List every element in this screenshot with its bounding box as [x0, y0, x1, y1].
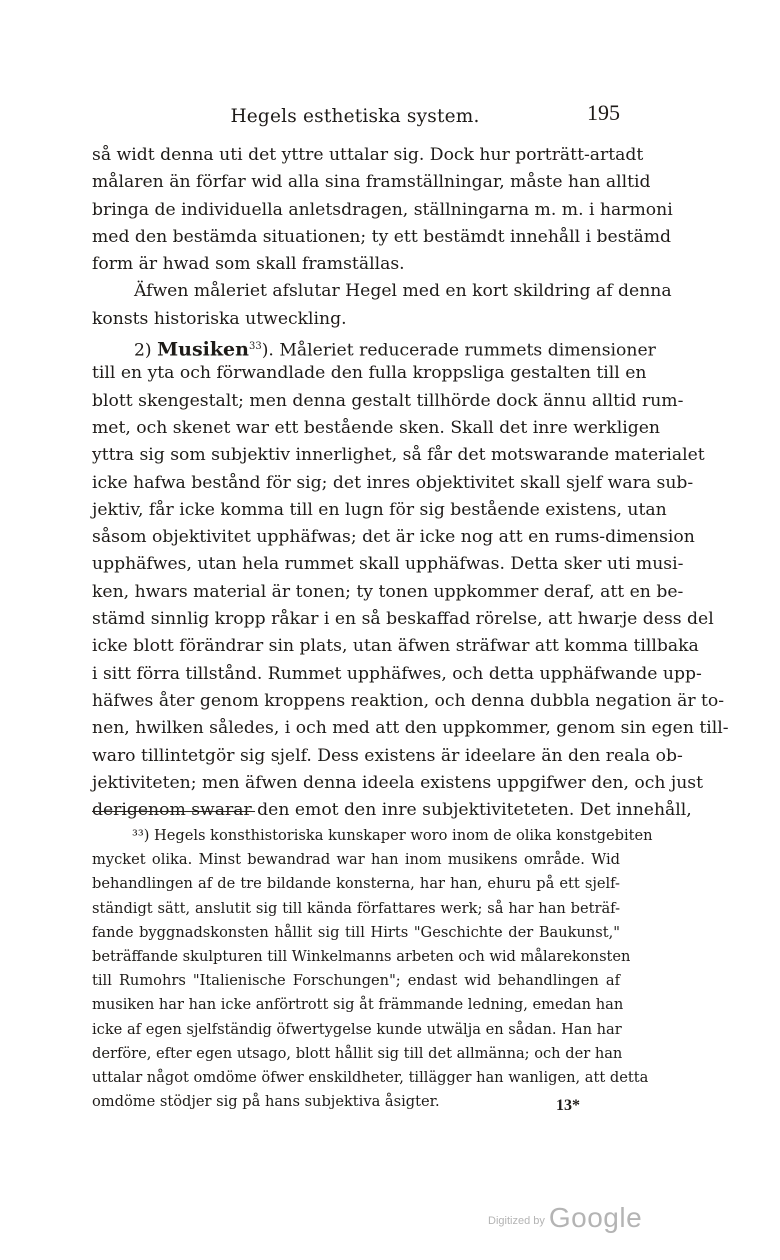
section-heading-line	[92, 333, 656, 361]
footnote-line: omdöme stödjer sig på hans subjektiva åsigter.	[92, 1093, 440, 1111]
text-line: bringa de individuella anletsdragen, ställningarna m. m. i harmoni	[92, 199, 673, 220]
text-line: jektiv, får icke komma till en lugn för sig bestående existens, utan	[92, 499, 667, 520]
footnote-line: musiken har han icke anförtrott sig åt främmande ledning, emedan han	[92, 996, 624, 1014]
footnote-line	[92, 824, 653, 848]
text-line: icke blott förändrar sin plats, utan äfwen sträfwar att komma tillbaka	[92, 636, 699, 657]
signature-mark: 13*	[556, 1097, 580, 1114]
footnote-line: derföre, efter egen utsago, blott hållit sig till det allmänna; och der han	[92, 1044, 623, 1062]
digitized-watermark	[488, 1202, 658, 1242]
text-line: upphäfwes, utan hela rummet skall upphäfwas. Detta sker uti musi-	[92, 554, 684, 575]
text-line: konsts historiska utweckling.	[92, 308, 347, 329]
text-line: blott skengestalt; men denna gestalt tillhörde dock ännu alltid rum-	[92, 390, 684, 411]
footnotes	[92, 824, 653, 1114]
footnote-line: icke af egen sjelfständig öfwertygelse kunde utwälja en sådan. Han har	[92, 1020, 622, 1038]
text-line: form är hwad som skall framställas.	[92, 254, 405, 275]
text-line: häfwes åter genom kroppens reaktion, och denna dubbla negation är to-	[92, 690, 725, 711]
text-line: med den bestämda situationen; ty ett bestämdt innehåll i bestämd	[92, 226, 671, 247]
footnote-text: Hegels konsthistoriska kunskaper woro inom de olika konstgebiten	[154, 827, 653, 844]
footnote-line: behandlingen af de tre bildande konsterna, har han, ehuru på ett sjelf-	[92, 875, 620, 893]
text-line: ken, hwars material är tonen; ty tonen uppkommer deraf, att en be-	[92, 581, 684, 602]
text-line: waro tillintetgör sig sjelf. Dess existens är ideelare än den reala ob-	[92, 745, 683, 766]
text-line: derigenom swarar den emot den inre subjektiviteteten. Det innehåll,	[92, 800, 692, 821]
running-title: Hegels esthetiska system.	[230, 106, 480, 127]
section-heading: Musiken	[157, 338, 249, 361]
text-line: icke hafwa bestånd för sig; det inres objektivitet skall sjelf wara sub-	[92, 472, 694, 493]
footnote-line: till Rumohrs "Italienische Forschungen"; endast wid behandlingen af	[92, 972, 620, 990]
text-line: yttra sig som subjektiv innerlighet, så får det motswarande materialet	[92, 445, 705, 466]
footnote-line: beträffande skulpturen till Winkelmanns arbeten och wid målarekonsten	[92, 947, 631, 965]
google-logo: Google	[548, 1202, 643, 1233]
text-line: Äfwen måleriet afslutar Hegel med en kort skildring af denna	[134, 281, 672, 302]
watermark-prefix: Digitized by	[488, 1215, 545, 1227]
text-line: målaren än förfar wid alla sina framställningar, måste han alltid	[92, 172, 651, 193]
footnote-divider	[92, 811, 255, 812]
footnote-line: fande byggnadskonsten hållit sig till Hirts "Geschichte der Baukunst,"	[92, 923, 620, 941]
text-line: stämd sinnlig kropp råkar i en så beskaffad rörelse, att hwarje dess del	[92, 609, 714, 630]
footnote-line: uttalar något omdöme öfwer enskildheter, tillägger han wanligen, att detta	[92, 1068, 649, 1086]
text-line: så widt denna uti det yttre uttalar sig. Dock hur porträtt-artadt	[92, 145, 644, 165]
text-line: till en yta och förwandlade den fulla kroppsliga gestalten till en	[92, 363, 647, 384]
text-line: nen, hwilken således, i och med att den uppkommer, genom sin egen till-	[92, 718, 729, 739]
text-line: såsom objektivitet upphäfwas; det är icke nog att en rums-dimension	[92, 527, 695, 548]
main-text	[92, 142, 729, 824]
footnote-marker: ³³)	[132, 827, 150, 844]
text-line: jektiviteten; men äfwen denna ideela existens uppgifwer den, och just	[92, 772, 704, 793]
page-number: 195	[587, 100, 620, 125]
running-header	[90, 100, 620, 136]
text-line: i sitt förra tillstånd. Rummet upphäfwes, och detta upphäfwande upp-	[92, 663, 702, 684]
section-number: 2)	[134, 340, 152, 361]
section-heading-close: ).	[261, 340, 274, 361]
footnote-line: mycket olika. Minst bewandrad war han inom musikens område. Wid	[92, 851, 620, 869]
text-line: met, och skenet war ett bestående sken. Skall det inre werkligen	[92, 417, 660, 438]
text-line: Måleriet reducerade rummets dimensioner	[279, 340, 656, 361]
footnote-line: ständigt sätt, anslutit sig till kända författares werk; så har han beträf-	[92, 899, 620, 917]
footnote-ref: 33	[248, 341, 262, 353]
